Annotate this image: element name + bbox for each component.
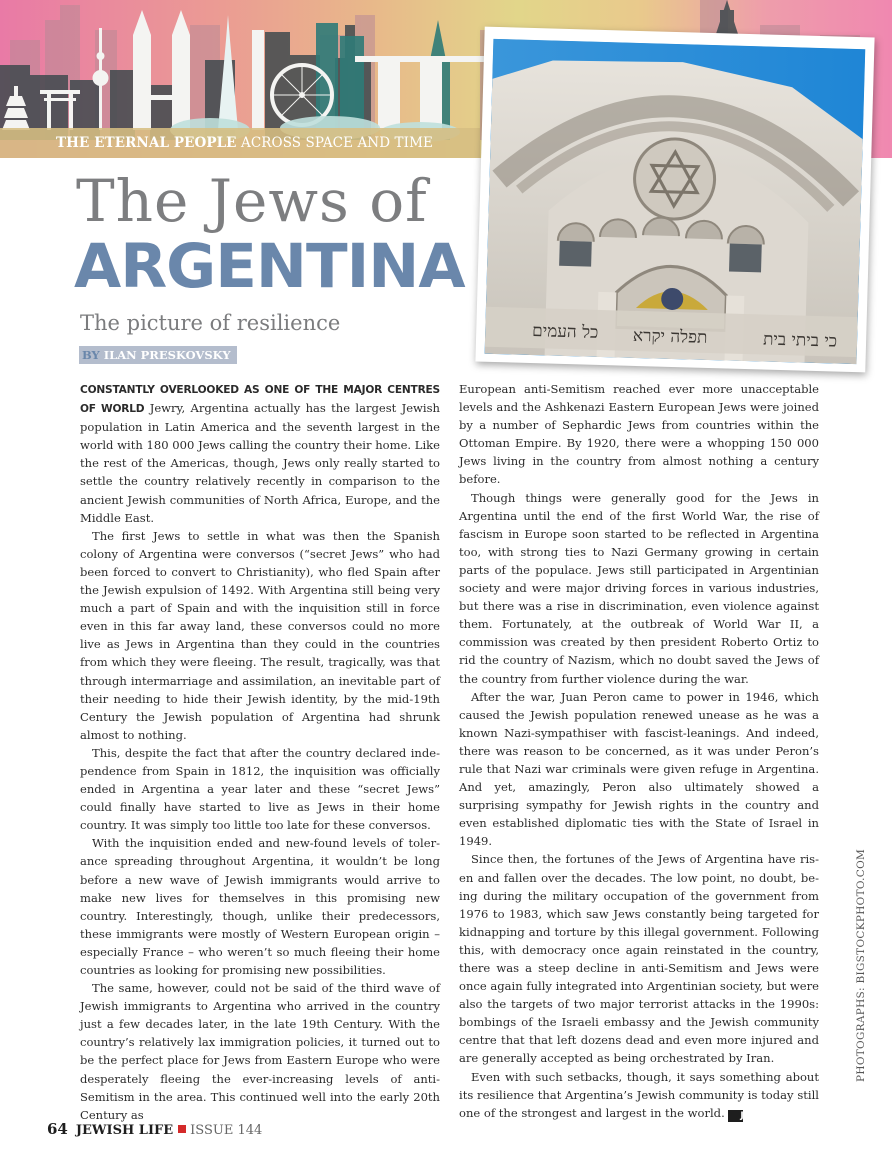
page-footer xyxy=(47,1120,262,1138)
synagogue-photo xyxy=(475,27,874,373)
article-paragraph: After the war, Juan Peron came to power in 1946, which caused the Jewish population renewed unease as he was a known Nazi-sympathiser with fascist-leanings. And indeed, there was reason to be concerned, as it was under Peron’s rule that Nazi war criminals were given refuge in Argentina. And yet, amazingly, Peron also ultimately showed a surprising sympathy for Jewish rights in the country and even established diplomatic ties with the State of Israel in 1949. xyxy=(459,689,819,849)
section-label-bold: THE ETERNAL PEOPLE xyxy=(56,135,237,151)
byline xyxy=(79,346,237,364)
paragraph-text: Even with such setbacks, though, it says something about its resilience that Argentina’s Jewish community is today still one of the strongest and largest in the world. xyxy=(459,1069,819,1120)
article-paragraph xyxy=(80,380,440,527)
jl-end-mark-icon: JL xyxy=(728,1110,743,1122)
issue-number: ISSUE 144 xyxy=(190,1123,263,1138)
byline-prefix: BY xyxy=(82,348,100,362)
hebrew-inscription-right: כי ביתי בית xyxy=(762,329,838,352)
headline-line-2: ARGENTINA xyxy=(74,231,465,302)
hebrew-inscription-center: תפלה יקרא xyxy=(632,325,708,348)
photo-credit: PHOTOGRAPHS: BIGSTOCKPHOTO.COM xyxy=(855,848,867,1082)
subheadline: The picture of resilience xyxy=(80,311,341,335)
paragraph-text: Jewry, Argentina actually has the largest Jewish population in Latin America and the seventh largest in the world with 180 000 Jews calling the country their home. Like the rest of the Americas, though, Jews only really started to settle the country relatively recently in comparison to the ancient Jewish communities of North Africa, Europe, and the Middle East. xyxy=(80,401,440,525)
author-name: ILAN PRESKOVSKY xyxy=(103,348,231,362)
article-paragraph: The same, however, could not be said of the third wave of Jewish immigrants to Argentina who arrived in the country just a few decades later, in the late 19th Century. With the country’s relatively lax immigration policies, it turned out to be the perfect place for Jews from Eastern Europe who were desperately fleeing the ever-increasing levels of anti-Semitism in the area. This continued well into the early 20th Century as xyxy=(80,981,440,1122)
page-number: 64 xyxy=(47,1120,68,1138)
synagogue-photo-image xyxy=(485,39,866,364)
article-column-left xyxy=(80,380,440,1124)
article-paragraph: With the inquisition ended and new-found levels of tolerance spreading throughout Argentina, it wouldn’t be long before a new wave of Jewish immigrants would arrive to make new lives for themselves in this promising new country. Interestingly, though, unlike their predecessors, these immigrants were mostly of Western European origin – especially France – who weren’t so much fleeing their home countries as looking for promising new possibilities. xyxy=(80,836,440,977)
article-paragraph: Though things were generally good for the Jews in Argentina until the end of the first World War, the rise of fascism in Europe soon started to be reflected in Argentina too, with strong ties to Nazi Germany growing in certain parts of the populace. Jews still participated in Argentinian society and were major driving forces in various industries, but there was a rise in discrimination, even violence against them. Fortunately, at the outbreak of World War II, a commission was created by then president Roberto Ortiz to rid the country of Nazism, which no doubt saved the Jews of the country from further violence during the war. xyxy=(459,490,819,686)
magazine-name: JEWISH LIFE xyxy=(75,1123,174,1138)
article-paragraph xyxy=(459,1068,819,1122)
synagogue-facade-illustration xyxy=(485,39,866,364)
article-paragraph: This, despite the fact that after the country declared independence from Spain in 1812, the inquisition was officially ended in Argentina a year later and these “secret Jews” could finally have started to live as Jews in their home country. It was simply too little too late for these conversos. xyxy=(80,745,440,833)
headline-line-1: The Jews of xyxy=(76,167,428,235)
lead-in: CONSTANTLY OVERLOOKED AS ONE OF THE MAJOR CENTRES OF WORLD xyxy=(80,384,440,416)
article-paragraph: Since then, the fortunes of the Jews of Argentina have risen and fallen over the decades. The low point, no doubt, being during the military occupation of the government from 1976 to 1983, which saw Jews constantly being targeted for kidnapping and torture by this illegal government. Following this, with democracy once again reinstated in the country, there was a steep decline in anti-Semitism and Jews were once again fully integrated into Argentinian society, but were also the targets of two major terrorist attacks in the 1990s: bombings of the Israeli embassy and the Jewish community centre that that left dozens dead and even more injured and are generally accepted as being orchestrated by Iran. xyxy=(459,852,819,1066)
hebrew-inscription-left: כל העמים xyxy=(531,321,599,343)
article-paragraph: The first Jews to settle in what was then the Spanish colony of Argentina were conversos (“secret Jews” who had been forced to convert to Christianity), who fled Spain after the Jewish expulsion of 1492. With Argentina still being very much a part of Spain and with the inquisition still in force even in this far away land, these conversos could no more live as Jews in Argentina than they could in the countries from which they were fleeing. The result, tragically, was that through intermarriage and assimilation, an inevitable part of their needing to hide their Jewish identity, by the mid-19th Century the Jewish population of Argentina had shrunk almost to nothing. xyxy=(80,528,440,742)
section-label-rest: ACROSS SPACE AND TIME xyxy=(240,135,433,151)
red-square-icon xyxy=(178,1125,186,1133)
article-column-right xyxy=(459,380,819,1122)
article-paragraph: European anti-Semitism reached ever more unacceptable levels and the Ashkenazi Eastern European Jews were joined by a number of Sephardic Jews from countries within the Ottoman Empire. By 1920, there were a whopping 150 000 Jews living in the country from almost nothing a century before. xyxy=(459,382,819,487)
section-label xyxy=(56,135,433,151)
